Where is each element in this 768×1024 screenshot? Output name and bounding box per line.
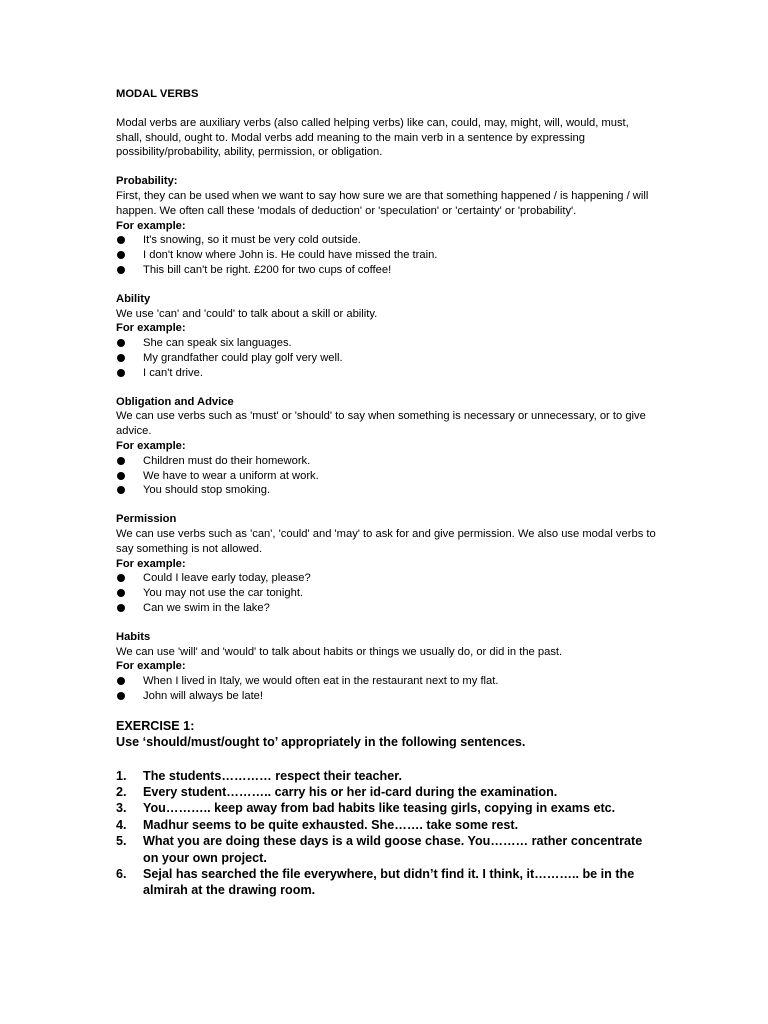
section-heading: Probability:: [116, 175, 178, 188]
section-habits: [116, 630, 656, 704]
question-item: [116, 817, 656, 833]
section-obligation-advice: [116, 395, 656, 499]
intro-paragraph: Modal verbs are auxiliary verbs (also called helping verbs) like can, could, may, might, will, would, must, shall, should, ought to. Modal verbs add meaning to the main verb in a sentence by expressing possibility/probability, ability, permission, or obligation.: [116, 116, 629, 159]
example-item: Can we swim in the lake?: [116, 601, 656, 616]
section-text: We can use verbs such as 'must' or 'should' to say when something is necessary or unnecessary, or to give advice.: [116, 410, 646, 438]
question-item: [116, 833, 656, 866]
for-example-label: For example:: [116, 557, 186, 570]
question-item: [116, 784, 656, 800]
example-item: My grandfather could play golf very well.: [116, 351, 656, 366]
question-item: [116, 768, 656, 784]
question-text: You……….. keep away from bad habits like teasing girls, copying in exams etc.: [143, 801, 616, 816]
section-text: We can use 'will' and 'would' to talk about habits or things we usually do, or did in the past.: [116, 645, 563, 658]
question-text: Sejal has searched the file everywhere, but didn’t find it. I think, it……….. be in the almirah at the drawing room.: [143, 866, 635, 898]
question-number: 2.: [116, 784, 127, 799]
question-number: 1.: [116, 768, 127, 783]
exercise-title: EXERCISE 1:: [116, 718, 195, 733]
question-item: [116, 866, 656, 899]
example-list: [116, 674, 656, 704]
section-text: We use 'can' and 'could' to talk about a skill or ability.: [116, 307, 378, 320]
example-list: [116, 571, 656, 615]
example-item: I don't know where John is. He could have missed the train.: [116, 248, 656, 263]
example-item: This bill can't be right. £200 for two cups of coffee!: [116, 263, 656, 278]
example-list: [116, 233, 656, 277]
example-item: John will always be late!: [116, 689, 656, 704]
question-number: 6.: [116, 866, 127, 881]
example-item: You should stop smoking.: [116, 483, 656, 498]
for-example-label: For example:: [116, 660, 186, 673]
example-item: Could I leave early today, please?: [116, 571, 656, 586]
section-ability: [116, 292, 656, 381]
question-number: 3.: [116, 801, 127, 816]
example-item: You may not use the car tonight.: [116, 586, 656, 601]
question-number: 4.: [116, 817, 127, 832]
section-heading: Ability: [116, 292, 151, 305]
example-item: We have to wear a uniform at work.: [116, 469, 656, 484]
example-item: It's snowing, so it must be very cold outside.: [116, 233, 656, 248]
document-content: [116, 87, 656, 899]
section-probability: [116, 174, 656, 278]
example-item: I can't drive.: [116, 366, 656, 381]
example-list: [116, 454, 656, 498]
example-item: When I lived in Italy, we would often eat in the restaurant next to my flat.: [116, 674, 656, 689]
exercise-section: [116, 718, 656, 899]
exercise-instruction: Use ‘should/must/ought to’ appropriately in the following sentences.: [116, 735, 526, 750]
example-list: [116, 336, 656, 380]
question-text: Every student……….. carry his or her id-card during the examination.: [143, 784, 558, 799]
for-example-label: For example:: [116, 219, 186, 232]
question-number: 5.: [116, 834, 127, 849]
section-heading: Habits: [116, 630, 151, 643]
example-item: She can speak six languages.: [116, 336, 656, 351]
for-example-label: For example:: [116, 439, 186, 452]
section-heading: Permission: [116, 513, 177, 526]
question-text: Madhur seems to be quite exhausted. She……. take some rest.: [143, 817, 519, 832]
section-text: First, they can be used when we want to say how sure we are that something happened / is happening / will happen. We often call these 'modals of deduction' or 'speculation' or 'certainty' or 'probability'.: [116, 189, 649, 217]
question-item: [116, 800, 656, 816]
question-list: [116, 768, 656, 899]
example-item: Children must do their homework.: [116, 454, 656, 469]
section-heading: Obligation and Advice: [116, 395, 234, 408]
section-text: We can use verbs such as 'can', 'could' and 'may' to ask for and give permission. We also use modal verbs to say something is not allowed.: [116, 527, 656, 555]
section-permission: [116, 512, 656, 616]
question-text: What you are doing these days is a wild goose chase. You……… rather concentrate on your own project.: [143, 834, 643, 865]
question-text: The students………… respect their teacher.: [143, 768, 402, 783]
for-example-label: For example:: [116, 322, 186, 335]
page-title: MODAL VERBS: [116, 88, 199, 100]
